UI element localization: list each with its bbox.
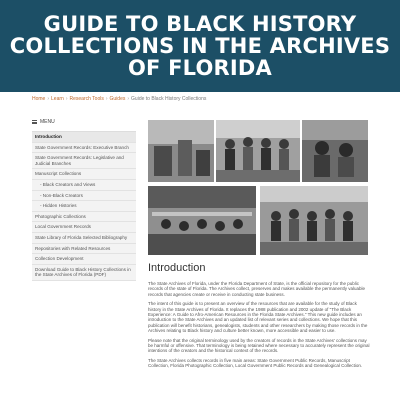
- sidebar-nav-item[interactable]: Repositories with Related Resources: [32, 244, 136, 255]
- hamburger-icon: [32, 120, 37, 124]
- historic-photo: [302, 120, 368, 182]
- photo-collage: [148, 120, 368, 255]
- sidebar-nav-item[interactable]: Manuscript Collections: [32, 169, 136, 180]
- menu-label: MENU: [40, 119, 55, 125]
- sidebar-nav-item[interactable]: Introduction: [32, 132, 136, 143]
- sidebar: [32, 117, 136, 281]
- sidebar-nav-item[interactable]: State Library of Florida Selected Bibliography: [32, 233, 136, 244]
- body-paragraph: Please note that the original terminology used by the creators of records in the State Archives' collections may be harmful or offensive. That terminology is being retained where necessary to accurately represent the original intentions of the creators and the historical context of the records.: [148, 337, 370, 354]
- breadcrumb-item[interactable]: Guides: [109, 96, 126, 102]
- header-banner: [0, 0, 400, 92]
- historic-photo: [216, 120, 300, 182]
- menu-toggle[interactable]: [32, 117, 136, 127]
- section-heading: Introduction: [148, 262, 206, 274]
- breadcrumb-separator-icon: ›: [105, 96, 108, 102]
- sidebar-nav-item[interactable]: Local Government Records: [32, 222, 136, 233]
- intro-text: [148, 281, 370, 373]
- breadcrumb-separator-icon: ›: [127, 96, 130, 102]
- sidebar-nav: [32, 131, 136, 281]
- page-title: GUIDE TO BLACK HISTORY COLLECTIONS IN THE ARCHIVES OF FLORIDA: [9, 12, 391, 80]
- breadcrumb-item[interactable]: Learn: [51, 96, 64, 102]
- sidebar-nav-item[interactable]: State Government Records: Legislative and Judicial Branches: [32, 153, 136, 169]
- body-paragraph: The intent of this guide is to present an overview of the resources that are available for the study of Black history in the State Archives of Florida. It replaces the 1988 publication and 2002 update of "The Black Experience: A Guide to Afro-American Resources in the Florida State Archives." This new guide includes an introduction to the State Archives and an updated list of relevant series and collections. We hope that this publication will benefit historians, genealogists, students and other researchers by making those records in the Archives relating to Black history and culture better known, more accessible and easier to use.: [148, 301, 368, 334]
- sidebar-nav-item[interactable]: Photographic Collections: [32, 212, 136, 223]
- historic-photo: [260, 186, 368, 255]
- breadcrumb-separator-icon: ›: [47, 96, 50, 102]
- breadcrumb-item[interactable]: Home: [32, 96, 46, 102]
- sidebar-nav-item[interactable]: - Black Creators and Views: [32, 180, 136, 191]
- breadcrumb-item[interactable]: Research Tools: [69, 96, 104, 102]
- body-paragraph: The State Archives collects records in five main areas: State Government Public Records, Manuscript Collection, Florida Photographic Collection, Local Government Public Records and Genealogical Collection.: [148, 357, 363, 369]
- breadcrumb-item: Guide to Black History Collections: [131, 96, 207, 102]
- historic-photo: [148, 186, 256, 255]
- sidebar-nav-item[interactable]: - Non-Black Creators: [32, 191, 136, 202]
- sidebar-nav-item[interactable]: - Hidden Histories: [32, 201, 136, 212]
- breadcrumb-separator-icon: ›: [65, 96, 68, 102]
- sidebar-nav-item[interactable]: State Government Records: Executive Branch: [32, 143, 136, 154]
- breadcrumb: [32, 96, 206, 102]
- sidebar-nav-item[interactable]: Download Guide to Black History Collections in the State Archives of Florida (PDF): [32, 265, 136, 281]
- historic-photo: [148, 120, 214, 182]
- sidebar-nav-item[interactable]: Collection Development: [32, 254, 136, 265]
- body-paragraph: The State Archives of Florida, under the Florida Department of State, is the official repository for the public records of the state of Florida. The Archives collect, preserves and makes available the permanently valuable records that agencies create or receive in conducting state business.: [148, 281, 366, 297]
